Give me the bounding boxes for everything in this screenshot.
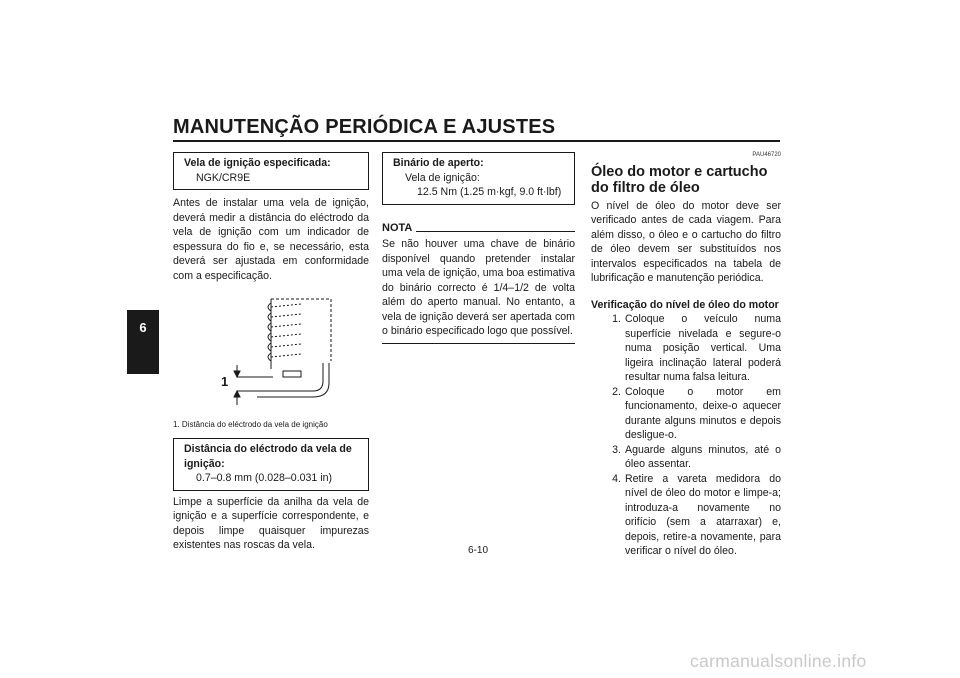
section-code: PAU46720 [752, 152, 781, 158]
column-middle [382, 152, 575, 344]
list-item: 4. Retire a vareta medidora do nível de óleo do motor e limpe-a; introduza-a novamente no orifício (sem a atarraxar) e, depois, retire-a novamente, para verificar o nível do óleo. [612, 472, 781, 557]
note-label: NOTA [382, 221, 413, 234]
washer-cleaning-paragraph: Limpe a superfície da anilha da vela de ignição e a superfície correspondente, e depois limpe quaisquer impurezas existentes nas roscas da vela. [173, 495, 369, 551]
oil-intro-paragraph: O nível de óleo do motor deve ser verificado antes de cada viagem. Para além disso, o óleo e o cartucho do filtro de óleo devem ser substituídos nos intervalos especificados na tabela de lubrificação e manutenção periódica. [591, 199, 781, 284]
header-rule [173, 140, 780, 142]
spark-plug-illustration [173, 291, 369, 413]
list-item: 2. Coloque o motor em funcionamento, deixe-o aquecer durante alguns minutos e depois desligue-o. [612, 385, 781, 441]
page-number: 6-10 [468, 545, 489, 556]
torque-spec-item: Vela de ignição: [405, 171, 480, 184]
oil-check-steps [591, 312, 781, 559]
electrode-gap-spec-title: Distância do eléctrodo da vela de ignição: [184, 443, 352, 470]
torque-spec-title: Binário de aperto: [393, 157, 484, 169]
chapter-tab: 6 [127, 310, 159, 374]
note-rule [416, 231, 575, 232]
figure-callout-number: 1 [221, 374, 229, 389]
watermark-text: carmanualsonline.info [690, 651, 867, 671]
spark-plug-gap-figure [173, 291, 369, 413]
electrode-gap-spec-value: 0.7–0.8 mm (0.028–0.031 in) [196, 472, 333, 484]
note-end-rule [382, 343, 575, 344]
section-title: Óleo do motor e cartucho do filtro de óleo [591, 163, 768, 196]
spark-plug-spec-value: NGK/CR9E [196, 171, 251, 184]
spark-plug-gap-paragraph: Antes de instalar uma vela de ignição, deverá medir a distância do eléctrodo da vela de ignição com um indicador de espessura do fio e, se necessário, esta deverá ser ajustada em conformidade com a especificação. [173, 197, 369, 282]
spark-plug-spec-title: Vela de ignição especificada: [184, 157, 331, 169]
oil-level-subheading: Verificação do nível de óleo do motor [591, 298, 779, 311]
page-header-title: MANUTENÇÃO PERIÓDICA E AJUSTES [173, 116, 556, 138]
column-right [591, 148, 781, 559]
list-item: 3. Aguarde alguns minutos, até o óleo assentar. [612, 443, 781, 470]
column-left [173, 152, 369, 553]
figure-caption: 1. Distância do eléctrodo da vela de ignição [173, 420, 328, 429]
spark-plug-spec-box [173, 152, 369, 190]
torque-spec-value: 12.5 Nm (1.25 m·kgf, 9.0 ft·lbf) [417, 186, 562, 198]
torque-spec-box [382, 152, 575, 205]
list-item: 1. Coloque o veículo numa superfície nivelada e segure-o numa posição vertical. Uma ligeira inclinação lateral poderá resultar numa falsa leitura. [612, 313, 781, 383]
note-text: Se não houver uma chave de binário disponível quando pretender instalar uma vela de ignição, uma boa estimativa do binário correcto é 1/4–1/2 de volta além do aperto manual. No entanto, a vela de ignição deverá ser apertada com o binário especificado logo que possível. [382, 238, 575, 337]
electrode-gap-spec-box [173, 438, 369, 491]
note-block [382, 221, 575, 344]
